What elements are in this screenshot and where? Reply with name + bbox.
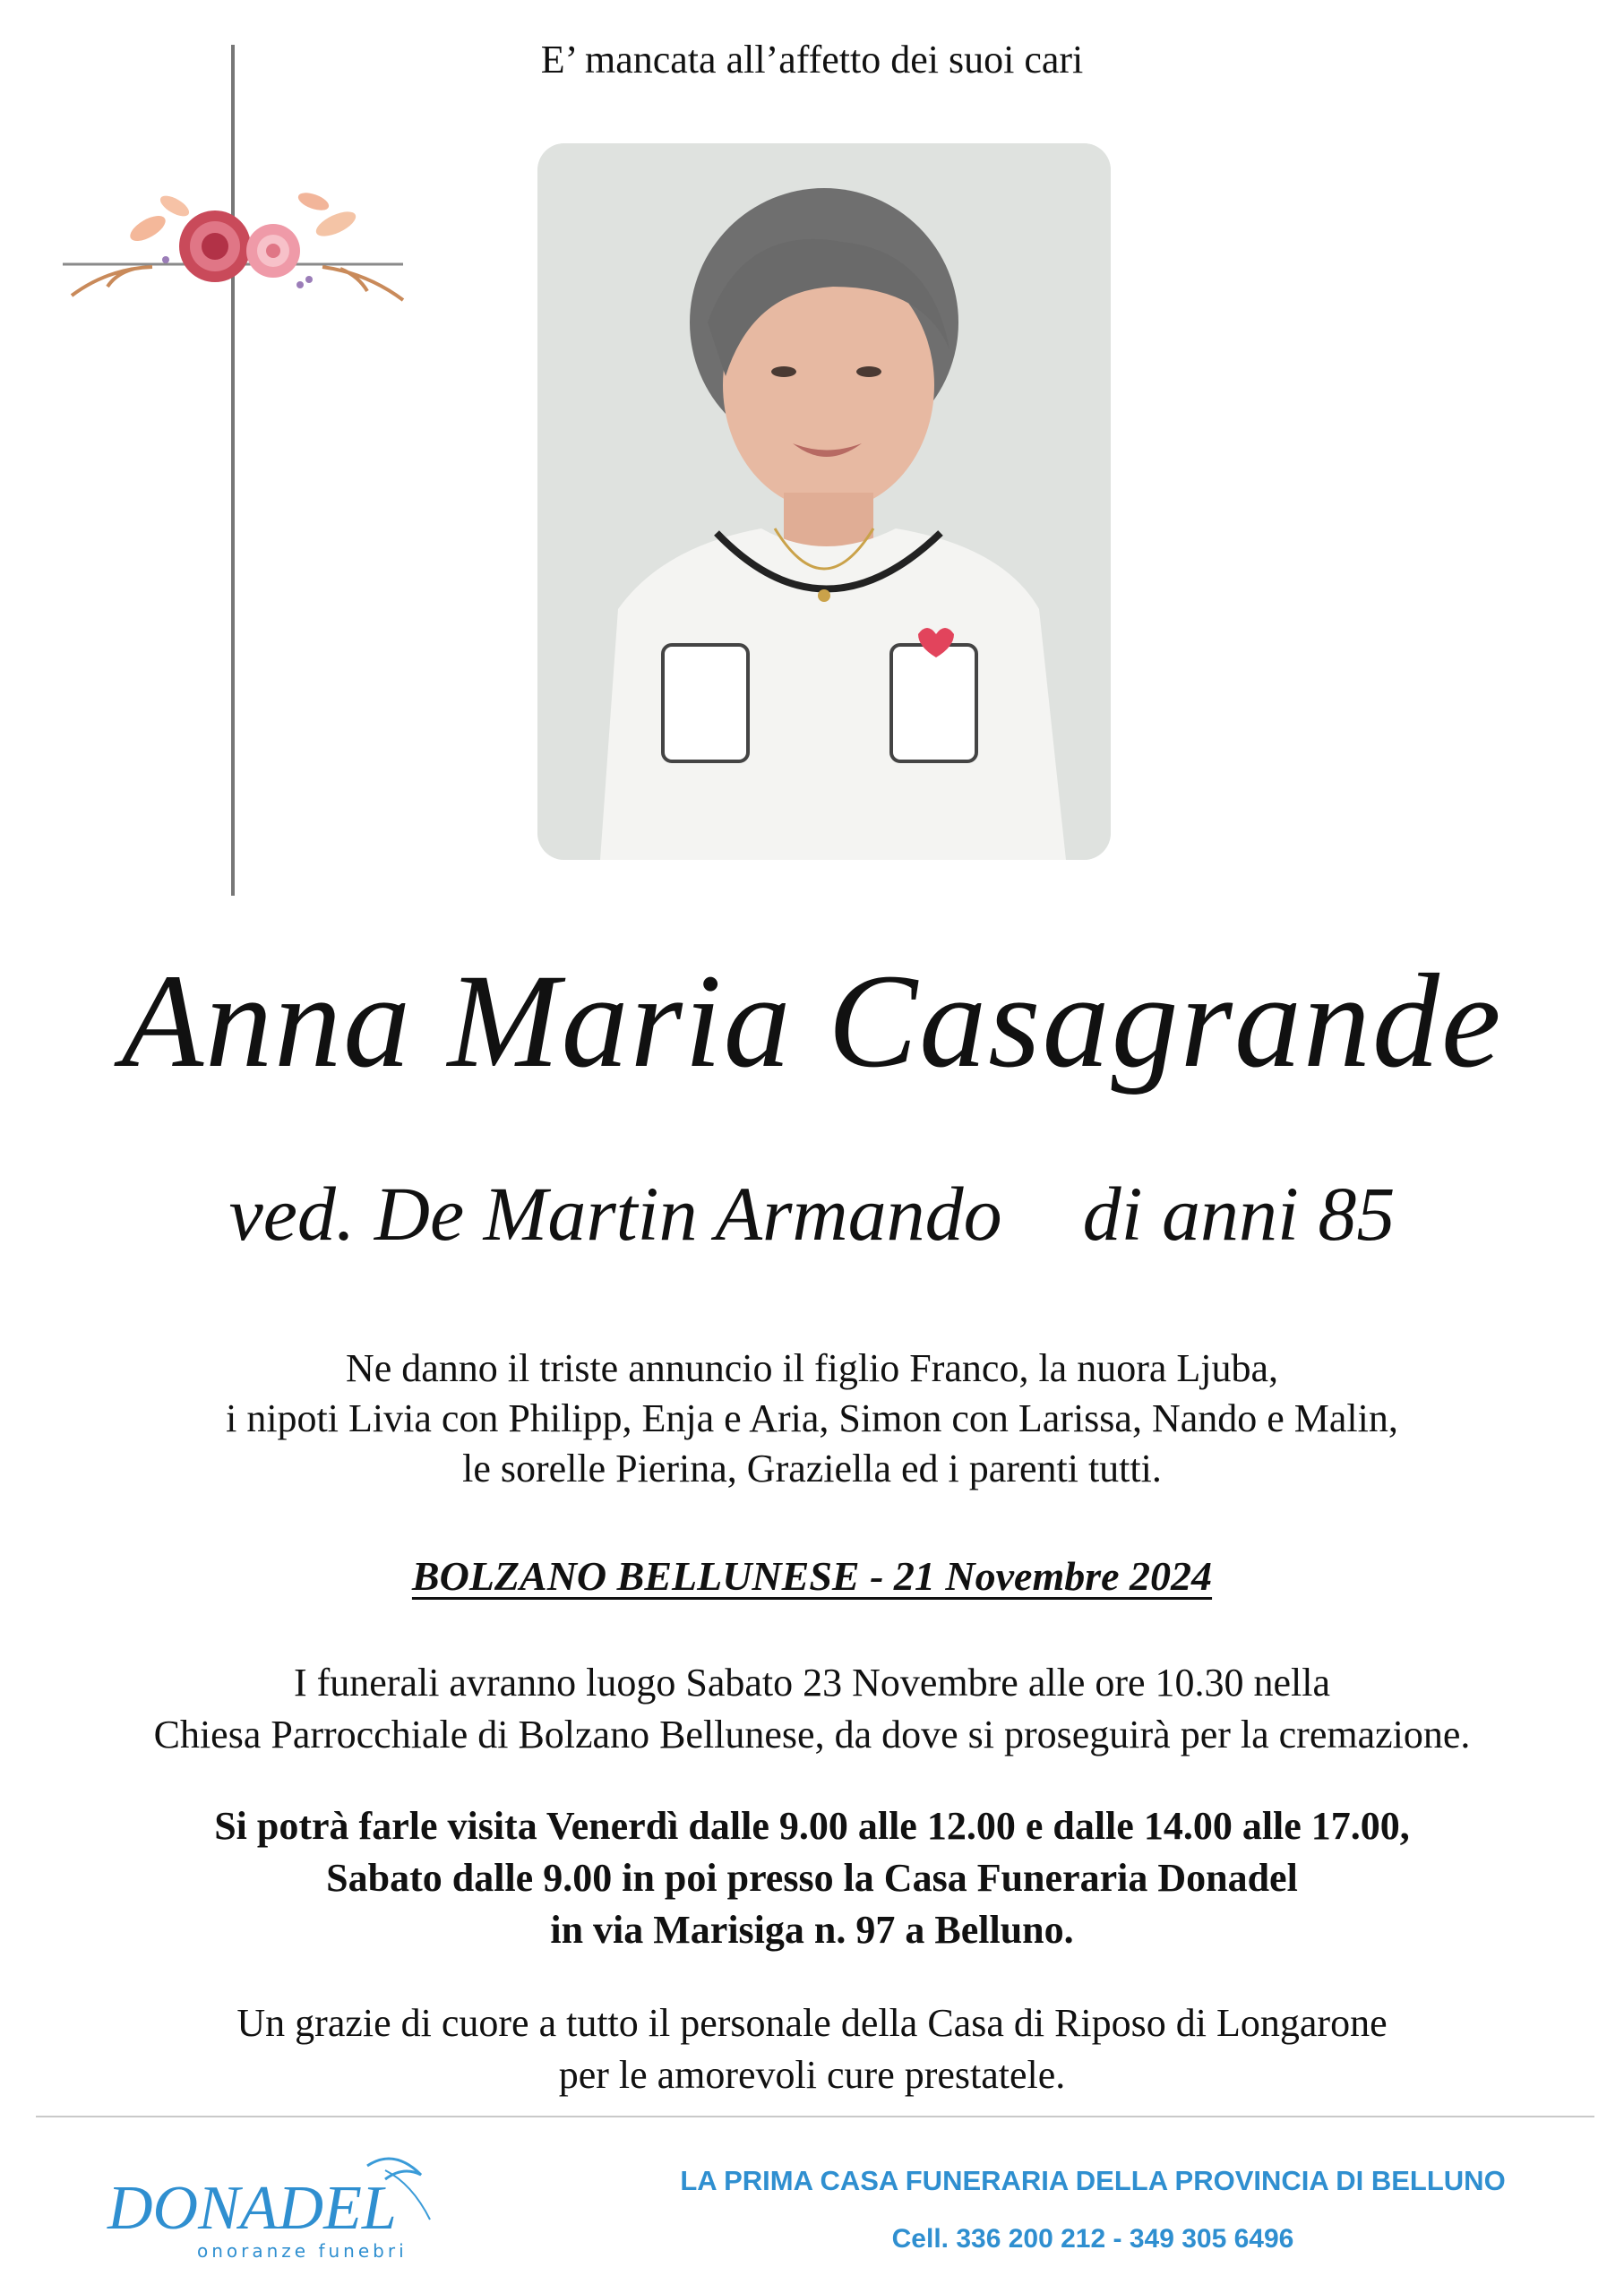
announcement-line: Ne danno il triste annuncio il figlio Franco, la nuora Ljuba, [345, 1346, 1279, 1390]
portrait-photo [537, 143, 1111, 860]
logo-subtitle: onoranze funebri [197, 2240, 408, 2262]
announcement-line: i nipoti Livia con Philipp, Enja e Aria, Simon con Larissa, Nando e Malin, [226, 1396, 1398, 1440]
age-text: di anni 85 [1082, 1171, 1396, 1257]
footer-divider [36, 2116, 1594, 2117]
widow-and-age-row [0, 1164, 1624, 1263]
visit-line: Sabato dalle 9.00 in poi presso la Casa Funeraria Donadel [326, 1856, 1298, 1900]
cross-with-roses-icon [54, 45, 430, 905]
place-date-heading [0, 1550, 1624, 1603]
footer-tagline: LA PRIMA CASA FUNERARIA DELLA PROVINCIA DI BELLUNO [680, 2165, 1506, 2196]
logo-name: DONADEL [107, 2174, 397, 2243]
place-date-text: BOLZANO BELLUNESE - 21 Novembre 2024 [411, 1553, 1213, 1599]
visit-block [0, 1800, 1624, 1956]
funeral-line: Chiesa Parrocchiale di Bolzano Bellunese, da dove si proseguirà per la cremazione. [153, 1713, 1471, 1756]
visit-line: in via Marisiga n. 97 a Belluno. [550, 1908, 1074, 1952]
footer-phones: Cell. 336 200 212 - 349 305 6496 [891, 2224, 1294, 2254]
deceased-name: Anna Maria Casagrande [121, 947, 1503, 1095]
intro-text: E’ mancata all’affetto dei suoi cari [540, 38, 1084, 82]
widow-of-text: ved. De Martin Armando [228, 1171, 1002, 1257]
visit-line: Si potrà farle visita Venerdì dalle 9.00 alle 12.00 e dalle 14.00 alle 17.00, [214, 1804, 1410, 1848]
donadel-logo [99, 2139, 493, 2282]
thanks-line: Un grazie di cuore a tutto il personale della Casa di Riposo di Longarone [236, 2001, 1388, 2045]
announcement-line: le sorelle Pierina, Graziella ed i parenti tutti. [462, 1447, 1162, 1490]
funeral-line: I funerali avranno luogo Sabato 23 Novembre alle ore 10.30 nella [293, 1661, 1331, 1705]
thanks-line: per le amorevoli cure prestatele. [558, 2053, 1066, 2097]
announcement-block [0, 1344, 1624, 1494]
funeral-block [0, 1657, 1624, 1761]
thanks-block [0, 1997, 1624, 2101]
